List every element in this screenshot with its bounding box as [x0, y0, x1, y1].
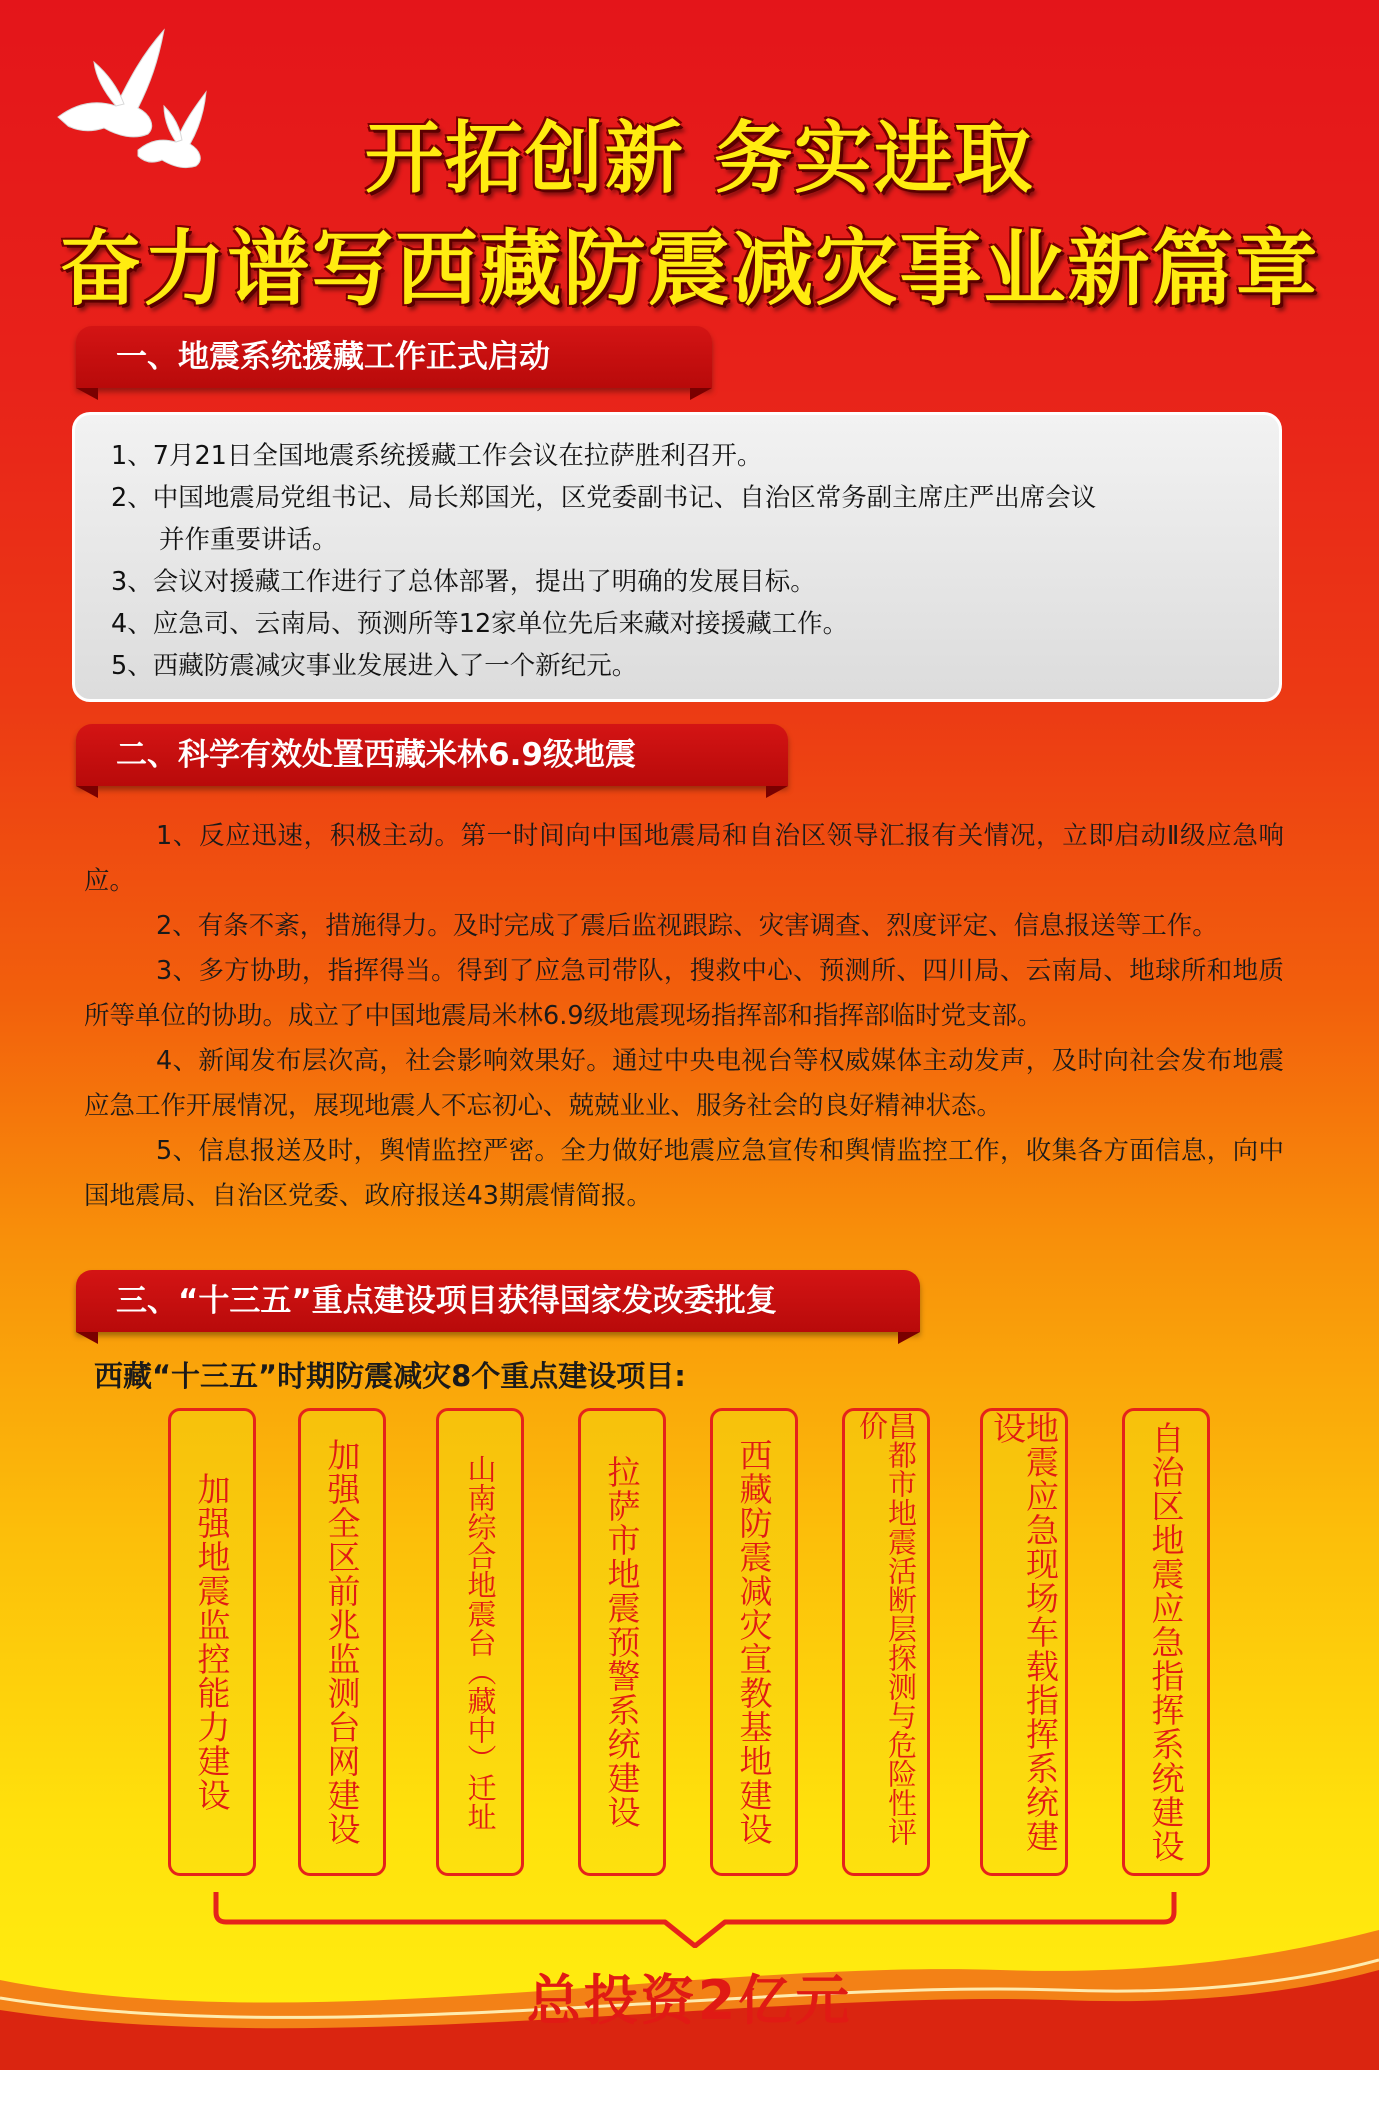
project-label: 加强全区前兆监测台网建设 [322, 1438, 362, 1846]
section2-body [84, 814, 1284, 1219]
section2-paragraph: 2、有条不紊，措施得力。及时完成了震后监视跟踪、灾害调查、烈度评定、信息报送等工作。 [156, 911, 1218, 941]
section2-paragraph: 3、多方协助，指挥得当。得到了应急司带队，搜救中心、预测所、四川局、云南局、地球所和地质所等单位的协助。成立了中国地震局米林6.9级地震现场指挥部和指挥部临时党支部。 [84, 956, 1284, 1031]
project-card [980, 1408, 1068, 1876]
section1-line: 4、应急司、云南局、预测所等12家单位先后来藏对接援藏工作。 [111, 609, 849, 639]
project-card [1122, 1408, 1210, 1876]
section1-line: 2、中国地震局党组书记、局长郑国光，区党委副书记、自治区常务副主席庄严出席会议 [111, 483, 1097, 513]
section1-line: 5、西藏防震减灾事业发展进入了一个新纪元。 [111, 651, 638, 681]
project-label: 加强地震监控能力建设 [192, 1472, 232, 1812]
section1-box [72, 412, 1282, 702]
total-investment: 总投资2亿元 [526, 1969, 853, 2032]
section2-heading: 二、科学有效处置西藏米林6.9级地震 [76, 724, 788, 786]
section2-paragraph: 5、信息报送及时，舆情监控严密。全力做好地震应急宣传和舆情监控工作，收集各方面信息，向中国地震局、自治区党委、政府报送43期震情简报。 [84, 1136, 1284, 1211]
project-card [436, 1408, 524, 1876]
project-label: 拉萨市地震预警系统建设 [602, 1455, 642, 1829]
main-title-line1: 开拓创新 务实进取 [364, 114, 1035, 204]
project-card [578, 1408, 666, 1876]
project-card [298, 1408, 386, 1876]
main-title-line2: 奋力谱写西藏防震减灾事业新篇章 [59, 222, 1320, 317]
section1-heading: 一、地震系统援藏工作正式启动 [76, 326, 712, 388]
project-label: 自治区地震应急指挥系统建设 [1146, 1421, 1186, 1863]
project-label: 地震应急现场车载指挥系统建设 [988, 1411, 1060, 1853]
section3-heading: 三、“十三五”重点建设项目获得国家发改委批复 [76, 1270, 920, 1332]
section2-paragraph: 1、反应迅速，积极主动。第一时间向中国地震局和自治区领导汇报有关情况，立即启动Ⅱ级应急响应。 [84, 821, 1284, 896]
project-card [842, 1408, 930, 1876]
section1-line: 3、会议对援藏工作进行了总体部署，提出了明确的发展目标。 [111, 567, 816, 597]
section1-line: 并作重要讲话。 [159, 525, 338, 555]
bracket-arrow-icon [210, 1888, 1180, 1948]
project-card [168, 1408, 256, 1876]
project-card [710, 1408, 798, 1876]
section1-line: 1、7月21日全国地震系统援藏工作会议在拉萨胜利召开。 [111, 441, 763, 471]
section3-subtitle: 西藏“十三五”时期防震减灾8个重点建设项目: [94, 1359, 686, 1393]
project-label: 西藏防震减灾宣教基地建设 [734, 1438, 774, 1846]
project-label: 昌都市地震活断层探测与危险性评价 [855, 1411, 918, 1846]
project-label: 山南综合地震台（藏中）迁址 [463, 1453, 498, 1831]
section2-paragraph: 4、新闻发布层次高，社会影响效果好。通过中央电视台等权威媒体主动发声，及时向社会发布地震应急工作开展情况，展现地震人不忘初心、兢兢业业、服务社会的良好精神状态。 [84, 1046, 1284, 1121]
